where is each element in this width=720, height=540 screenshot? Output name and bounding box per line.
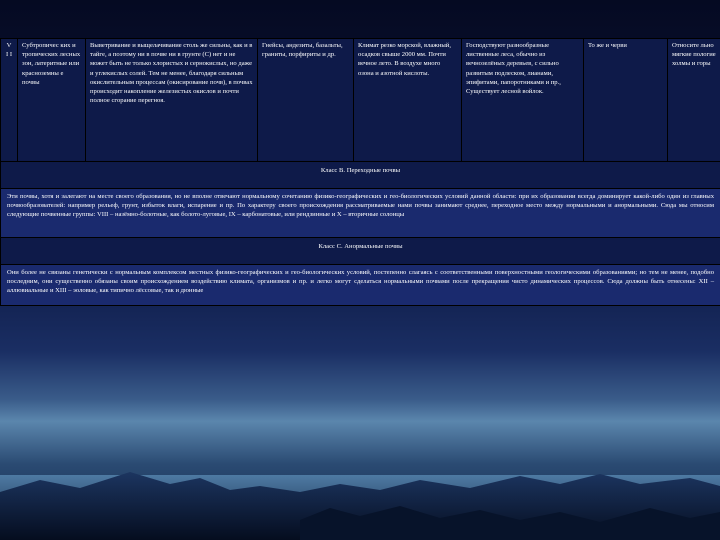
class-c-description: Они более не связаны генетически с нормальным комплексом местных физико-географических и гео-биологических условий, постепенно слагаясь с соответственными поверхностными геологическими образованиями; но тем не менее, подобно последним, они существенно обязаны своим происхождением воздействию климата, организмов и пр. и легко могут сделаться нормальными почвами после прекращения чисто динамических процессов. Сюда должны быть отнесены: XII – аллювиальные и XIII – эоловые, как типично лёссовые, так и дюнные [1,265,720,306]
fauna-cell: То же и черви [584,39,668,162]
soil-classification-table [0,38,720,306]
climate-cell: Климат резко морской, влажный, осадков свыше 2000 мм. Почти вечное лето. В воздухе много озона и азотной кислоты. [354,39,462,162]
group-number-cell: V I I [1,39,18,162]
soil-zone-cell: Субтропичес ких и тропических лесных зон, латеритные или красноземны е почвы [18,39,86,162]
class-c-header-row [1,238,720,265]
soil-process-cell: Выветривание и выщелачивание столь же сильны, как и в тайге, а поэтому ни в почве ни в грунте (С) нет и не может быть не только хлористых и сернокислых, но даже и углекислых солей. Тем не менее, благодаря сильным окислительным процессам (окисирование почв), в почвах происходит накопление железистых окислов и почти полное сгорание перегноя. [86,39,258,162]
mountain-landscape-background [0,380,720,540]
class-b-header: Класс В. Переходные почвы [1,162,720,189]
class-b-description: Эти почвы, хотя и залегают на месте своего образования, но не вполне отвечают нормальному сочетанию физико-географических и гео-биологических условий данной области: при их образовании всегда доминирует какой-либо один из главных почвообразователей: например рельеф, грунт, избыток влаги, испарение и пр. По характеру своего происхождения рассматриваемые нами почвы занимают среднее, переходное место между нормальными и анормальными. Сюда мы относим следующие почвенные группы: VIII – назёмно-болотные, как болото-луговые, IX – карбонатовые, или рендзинные и X – вторичные солонцы [1,189,720,238]
parent-rocks-cell: Гнейсы, андезиты, базальты, граниты, порфириты и др. [258,39,354,162]
vegetation-cell: Господствуют разнообразные лиственные леса, обычно из вечнозелёных деревьев, с сильно развитым подлеском, лианами, эпифитами, папоротниками и пр., Существует лесной войлок. [462,39,584,162]
class-c-text-row [1,265,720,306]
class-b-header-row [1,162,720,189]
class-c-header: Класс С. Анормальные почвы [1,238,720,265]
relief-cell: Относите льно мягкие пологие холмы и горы [668,39,720,162]
class-b-text-row [1,189,720,238]
soil-group-row [1,39,720,162]
